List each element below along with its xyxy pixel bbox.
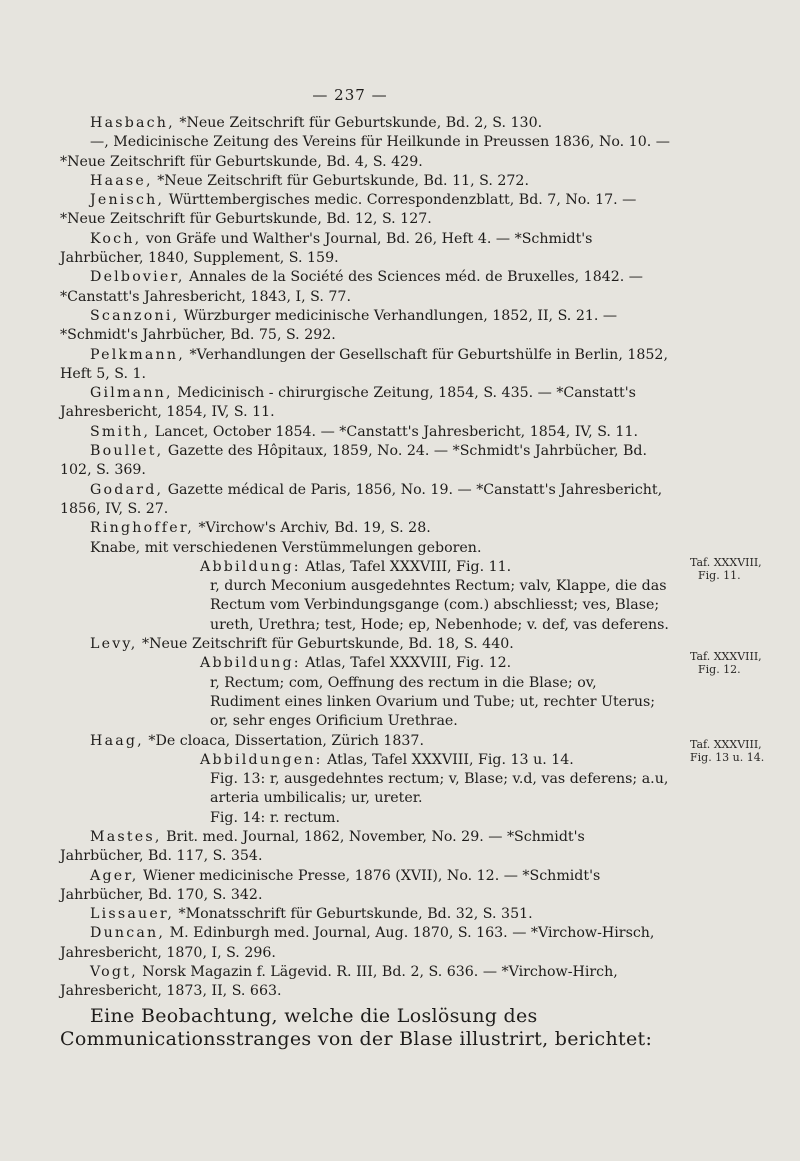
author-name: Haag, [90, 732, 144, 749]
case-knabe-legend: r, durch Meconium ausgedehntes Rectum; valv, Klappe, die das Rectum vom Verbindungsgange (com.) abschliesst; ves, Blase; ureth, Urethra; test, Hode; ep, Nebenhode; v. def, vas deferens. [210, 578, 669, 633]
closing-paragraph: Eine Beobachtung, welche die Loslösung des Communicationsstranges von der Blase illustrirt, berichtet: [60, 1004, 653, 1050]
bib-entry: Pelkmann, *Verhandlungen der Gesellschaft für Geburtshülfe in Berlin, 1852, Heft 5, S. 1. [60, 346, 668, 382]
case-levy-heading: Levy, *Neue Zeitschrift für Geburtskunde, Bd. 18, S. 440. [90, 636, 514, 653]
bibliography-text [60, 114, 670, 1051]
bib-entry: Ringhoffer, *Virchow's Archiv, Bd. 19, S. 28. [90, 520, 431, 537]
margin-note-knabe: Taf. XXXVIII, Fig. 11. [690, 556, 762, 582]
bib-entry: Smith, Lancet, October 1854. — *Canstatt's Jahresbericht, 1854, IV, S. 11. [90, 423, 638, 440]
bib-entry: Duncan, M. Edinburgh med. Journal, Aug. 1870, S. 163. — *Virchow-Hirsch, Jahresbericht, 1870, I, S. 296. [60, 925, 655, 961]
bib-entry: —, Medicinische Zeitung des Vereins für Heilkunde in Preussen 1836, No. 10. — *Neue Zeitschrift für Geburtskunde, Bd. 4, S. 429. [60, 134, 670, 170]
bib-entry: Ager, Wiener medicinische Presse, 1876 (XVII), No. 12. — *Schmidt's Jahrbücher, Bd. 170, S. 342. [60, 867, 601, 903]
author-name: Ager, [90, 867, 139, 884]
author-name: Mastes, [90, 828, 162, 845]
author-name: Delbovier, [90, 269, 185, 286]
case-haag-legend-13: Fig. 13: r, ausgedehntes rectum; v, Blase; v.d, vas deferens; a.u, arteria umbilicalis; ur, ureter. [210, 771, 669, 807]
author-name: Lissauer, [90, 906, 175, 923]
author-name: Vogt, [90, 964, 138, 981]
case-knabe-heading: Knabe, mit verschiedenen Verstümmelungen geboren. [90, 539, 482, 556]
case-haag-figure: Abbildungen: Atlas, Tafel XXXVIII, Fig. 13 u. 14. [200, 751, 574, 768]
bib-entry: Vogt, Norsk Magazin f. Lägevid. R. III, Bd. 2, S. 636. — *Virchow-Hirch, Jahresbericht, 1873, II, S. 663. [60, 964, 618, 1000]
author-name: Koch, [90, 230, 142, 247]
bib-entry: Jenisch, Württembergisches medic. Correspondenzblatt, Bd. 7, No. 17. — *Neue Zeitschrift für Geburtskunde, Bd. 12, S. 127. [60, 192, 637, 228]
author-name: Godard, [90, 481, 164, 498]
case-haag-heading: Haag, *De cloaca, Dissertation, Zürich 1837. [90, 732, 424, 749]
author-name: Scanzoni, [90, 307, 180, 324]
bib-entry: Mastes, Brit. med. Journal, 1862, November, No. 29. — *Schmidt's Jahrbücher, Bd. 117, S. 354. [60, 828, 585, 865]
bib-entry: Boullet, Gazette des Hôpitaux, 1859, No. 24. — *Schmidt's Jahrbücher, Bd. 102, S. 369. [60, 443, 647, 479]
author-name: Levy, [90, 636, 138, 653]
bib-entry: Scanzoni, Würzburger medicinische Verhandlungen, 1852, II, S. 21. — *Schmidt's Jahrbücher, Bd. 75, S. 292. [60, 307, 618, 344]
case-knabe-figure: Abbildung: Atlas, Tafel XXXVIII, Fig. 11. [200, 558, 512, 575]
case-levy-figure: Abbildung: Atlas, Tafel XXXVIII, Fig. 12. [200, 655, 512, 672]
author-name: Ringhoffer, [90, 520, 194, 537]
case-haag-legend-14: Fig. 14: r. rectum. [210, 809, 340, 826]
author-name: Boullet, [90, 443, 164, 460]
bib-entry: Lissauer, *Monatsschrift für Geburtskunde, Bd. 32, S. 351. [90, 906, 533, 923]
margin-note-haag: Taf. XXXVIII, Fig. 13 u. 14. [690, 738, 765, 764]
author-name: Duncan, [90, 925, 166, 942]
author-name: Jenisch, [90, 192, 165, 209]
page-number: — 237 — [312, 86, 388, 104]
bib-entry: Haase, *Neue Zeitschrift für Geburtskunde, Bd. 11, S. 272. [90, 172, 529, 189]
bib-entry: Koch, von Gräfe und Walther's Journal, Bd. 26, Heft 4. — *Schmidt's Jahrbücher, 1840, Supplement, S. 159. [60, 230, 593, 267]
author-name: Gilmann, [90, 385, 173, 402]
author-name: Pelkmann, [90, 346, 185, 363]
bib-entry: Godard, Gazette médical de Paris, 1856, No. 19. — *Canstatt's Jahresbericht, 1856, IV, S. 27. [60, 481, 663, 517]
bib-entry: Delbovier, Annales de la Société des Sciences méd. de Bruxelles, 1842. — *Canstatt's Jahresbericht, 1843, I, S. 77. [60, 269, 643, 305]
author-name: Hasbach, [90, 115, 175, 131]
margin-note-levy: Taf. XXXVIII, Fig. 12. [690, 650, 762, 676]
author-name: Smith, [90, 423, 151, 440]
bib-entry: Gilmann, Medicinisch - chirurgische Zeitung, 1854, S. 435. — *Canstatt's Jahresbericht, 1854, IV, S. 11. [60, 385, 636, 421]
case-levy-legend: r, Rectum; com, Oeffnung des rectum in die Blase; ov, Rudiment eines linken Ovarium und Tube; ut, rechter Uterus; or, sehr enges Orificium Urethrae. [210, 674, 656, 730]
author-name: Haase, [90, 172, 153, 189]
bib-entry: Hasbach, *Neue Zeitschrift für Geburtskunde, Bd. 2, S. 130. [90, 115, 543, 131]
